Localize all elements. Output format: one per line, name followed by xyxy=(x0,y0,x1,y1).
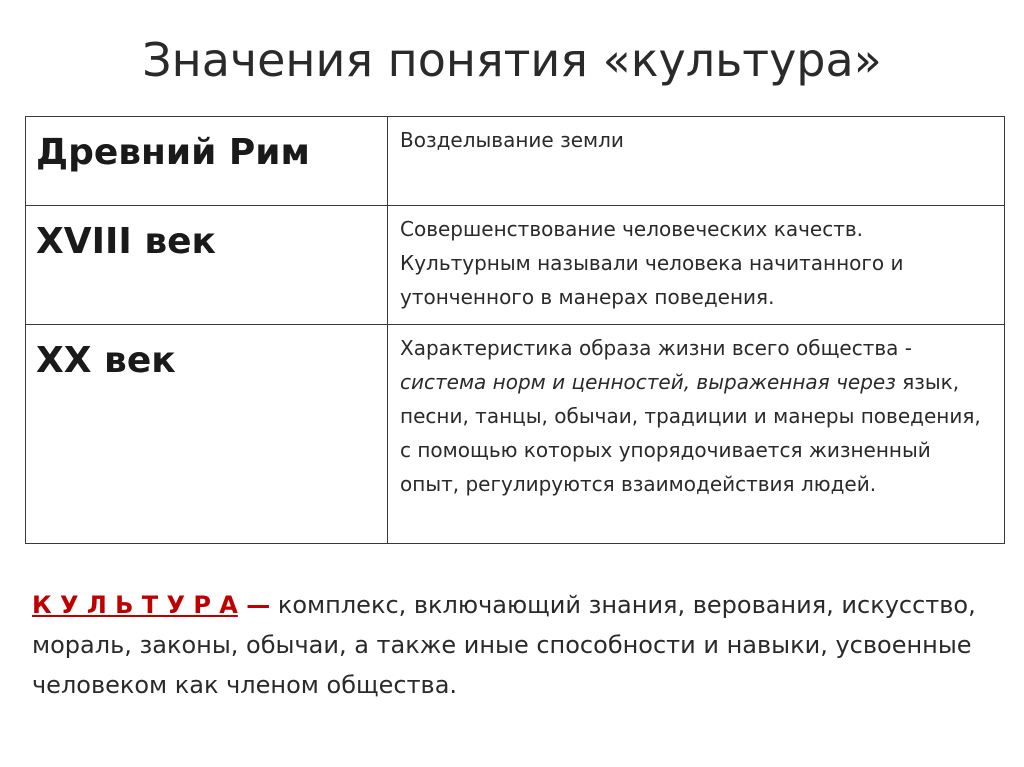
period-cell: Древний Рим xyxy=(26,117,388,206)
meaning-cell: Возделывание земли xyxy=(388,117,1005,206)
meanings-table xyxy=(25,116,1005,544)
definition-term: К У Л Ь Т У Р А xyxy=(32,591,238,619)
definition-text: комплекс, включающий знания, верования, искусство, мораль, законы, обычаи, а также иные способности и навыки, усвоенные человеком как членом общества. xyxy=(32,591,976,699)
table-row xyxy=(26,117,1005,206)
meaning-cell: Совершенствование человеческих качеств. Культурным называли человека начитанного и утонченного в манерах поведения. xyxy=(388,206,1005,325)
culture-definition xyxy=(32,585,992,705)
meaning-italic: система норм и ценностей, выраженная через xyxy=(400,370,896,394)
meaning-intro: Характеристика образа жизни всего общества - xyxy=(400,336,912,360)
table-row xyxy=(26,325,1005,544)
page-title: Значения понятия «культура» xyxy=(142,33,882,87)
meaning-cell xyxy=(388,325,1005,544)
period-cell: XX век xyxy=(26,325,388,544)
definition-dash: — xyxy=(237,591,271,619)
period-cell: XVIII век xyxy=(26,206,388,325)
table-row xyxy=(26,206,1005,325)
meaning-rest: язык, песни, танцы, обычаи, традиции и манеры поведения, с помощью которых упорядочивается жизненный опыт, регулируются взаимодействия людей. xyxy=(400,370,981,496)
